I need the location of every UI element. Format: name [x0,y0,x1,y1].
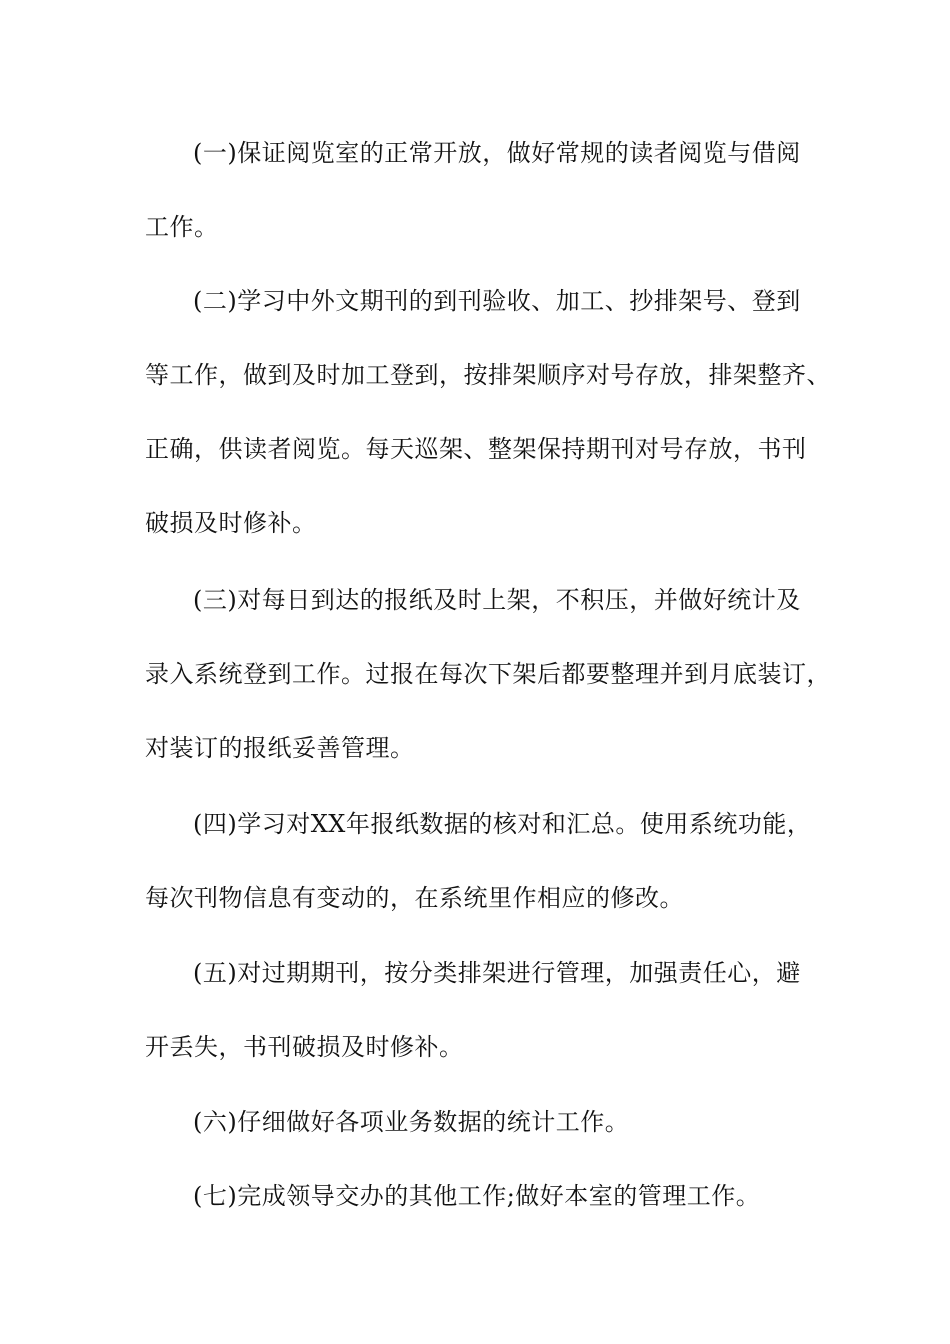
paragraph-3-line-3: 对装订的报纸妥善管理。 [145,734,415,762]
paragraph-6-line-1: (六)仔细做好各项业务数据的统计工作。 [193,1108,630,1136]
paragraph-4-line-2: 每次刊物信息有变动的，在系统里作相应的修改。 [145,884,684,912]
paragraph-3-line-2: 录入系统登到工作。过报在每次下架后都要整理并到月底装订， [145,660,831,688]
paragraph-2-line-2: 等工作，做到及时加工登到，按排架顺序对号存放，排架整齐、 [145,361,831,389]
paragraph-4-line-1: (四)学习对XX年报纸数据的核对和汇总。使用系统功能， [193,810,812,838]
paragraph-1-line-2: 工作。 [145,213,219,241]
paragraph-3-line-1: (三)对每日到达的报纸及时上架，不积压，并做好统计及 [193,586,801,614]
paragraph-2-line-4: 破损及时修补。 [145,509,317,537]
paragraph-2-line-3: 正确，供读者阅览。每天巡架、整架保持期刊对号存放，书刊 [145,435,807,463]
paragraph-5-line-2: 开丢失，书刊破损及时修补。 [145,1033,464,1061]
paragraph-2-line-1: (二)学习中外文期刊的到刊验收、加工、抄排架号、登到 [193,287,801,315]
paragraph-1-line-1: (一)保证阅览室的正常开放，做好常规的读者阅览与借阅 [193,139,801,167]
paragraph-7-line-1: (七)完成领导交办的其他工作;做好本室的管理工作。 [193,1182,761,1210]
paragraph-5-line-1: (五)对过期期刊，按分类排架进行管理，加强责任心，避 [193,959,801,987]
